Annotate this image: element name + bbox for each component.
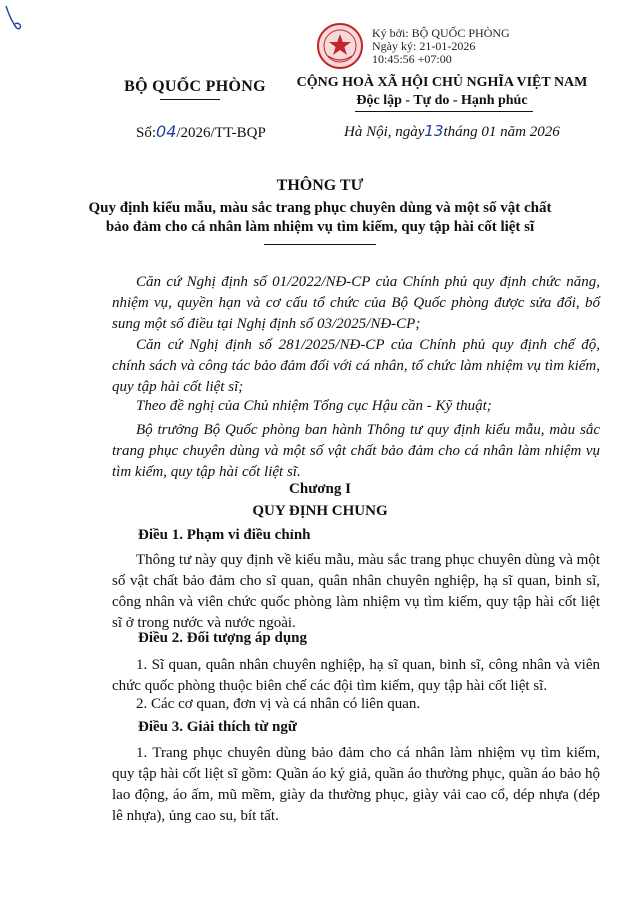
preamble-legal-basis-1: Căn cứ Nghị định số 01/2022/NĐ-CP của Chính phủ quy định chức năng, nhiệm vụ, quyền hạn và cơ cấu tổ chức của Bộ Quốc phòng được sửa đổi, bổ sung một số điều tại Nghị định số 03/2025/NĐ-CP; [112,274,600,332]
handwritten-number: 04 [156,122,177,141]
preamble-promulgation: Bộ trưởng Bộ Quốc phòng ban hành Thông tư quy định kiểu mẫu, màu sắc trang phục chuyên dùng và một số vật chất bảo đảm cho cá nhân làm nhiệm vụ tìm kiếm, quy tập hài cốt liệt sĩ. [112,422,600,480]
national-motto: Độc lập - Tự do - Hạnh phúc [356,93,528,108]
number-prefix: Số: [136,125,157,141]
article-1-heading: Điều 1. Phạm vi điều chỉnh [138,527,311,543]
article-3-heading: Điều 3. Giải thích từ ngữ [138,719,297,735]
motto-underline [355,111,533,112]
national-title: CỘNG HOÀ XÃ HỘI CHỦ NGHĨA VIỆT NAM [296,75,588,90]
article-3-clause-1: 1. Trang phục chuyên dùng bảo đảm cho cá nhân làm nhiệm vụ tìm kiếm, quy tập hài cốt liệt sĩ gồm: Quần áo ký giả, quần áo thường phục, quần áo bảo hộ lao động, áo ấm, mũ mềm, giày da thường phục, giày vải cao cổ, dép nhựa (dép lê nhựa), ủng cao su, bít tất. [112,745,600,824]
article-2-clause-1: 1. Sĩ quan, quân nhân chuyên nghiệp, hạ sĩ quan, binh sĩ, công nhân và viên chức quốc phòng thuộc biên chế các đội tìm kiếm, quy tập hài cốt liệt sĩ. [112,657,600,694]
date-suffix: tháng 01 năm 2026 [443,124,560,140]
document-type: THÔNG TƯ [276,177,364,194]
article-1-body: Thông tư này quy định về kiểu mẫu, màu sắc trang phục chuyên dùng và một số vật chất bảo đảm cho sĩ quan, quân nhân chuyên nghiệp, hạ sĩ quan, binh sĩ, công nhân và viên chức quốc phòng làm nhiệm vụ tìm kiếm, quy tập hài cốt liệt sĩ ở trong nước và nước ngoài. [112,552,600,631]
number-suffix: /2026/TT-BQP [176,125,266,141]
digital-signature-block [372,27,510,66]
subject-line-2: bảo đảm cho cá nhân làm nhiệm vụ tìm kiếm, quy tập hài cốt liệt sĩ [105,219,535,235]
handwritten-day: 13 [424,122,444,140]
signed-date: Ngày ký: 21-01-2026 [372,39,476,53]
agency-underline [160,99,220,100]
signed-by: Ký bởi: BỘ QUỐC PHÒNG [372,26,510,40]
place-and-date [344,122,560,141]
state-emblem-seal-icon [316,22,364,70]
article-2-clause-2: 2. Các cơ quan, đơn vị và cá nhân có liên quan. [136,696,421,712]
subject-underline [264,244,376,245]
date-prefix: Hà Nội, ngày [344,124,425,140]
document-number [136,122,266,142]
subject-line-1: Quy định kiểu mẫu, màu sắc trang phục chuyên dùng và một số vật chất [88,200,552,216]
chapter-title: QUY ĐỊNH CHUNG [252,503,388,519]
signed-time: 10:45:56 +07:00 [372,52,452,66]
chapter-number: Chương I [289,481,351,497]
preamble-proposal: Theo đề nghị của Chủ nhiệm Tổng cục Hậu cần - Kỹ thuật; [136,398,492,414]
handwritten-pen-mark [2,4,24,36]
issuing-agency: BỘ QUỐC PHÒNG [124,78,266,95]
preamble-legal-basis-2: Căn cứ Nghị định số 281/2025/NĐ-CP của Chính phủ quy định chế độ, chính sách và công tác bảo đảm đối với cá nhân, tổ chức làm nhiệm vụ tìm kiếm, quy tập hài cốt liệt sĩ; [112,337,600,395]
article-2-heading: Điều 2. Đối tượng áp dụng [138,630,308,646]
